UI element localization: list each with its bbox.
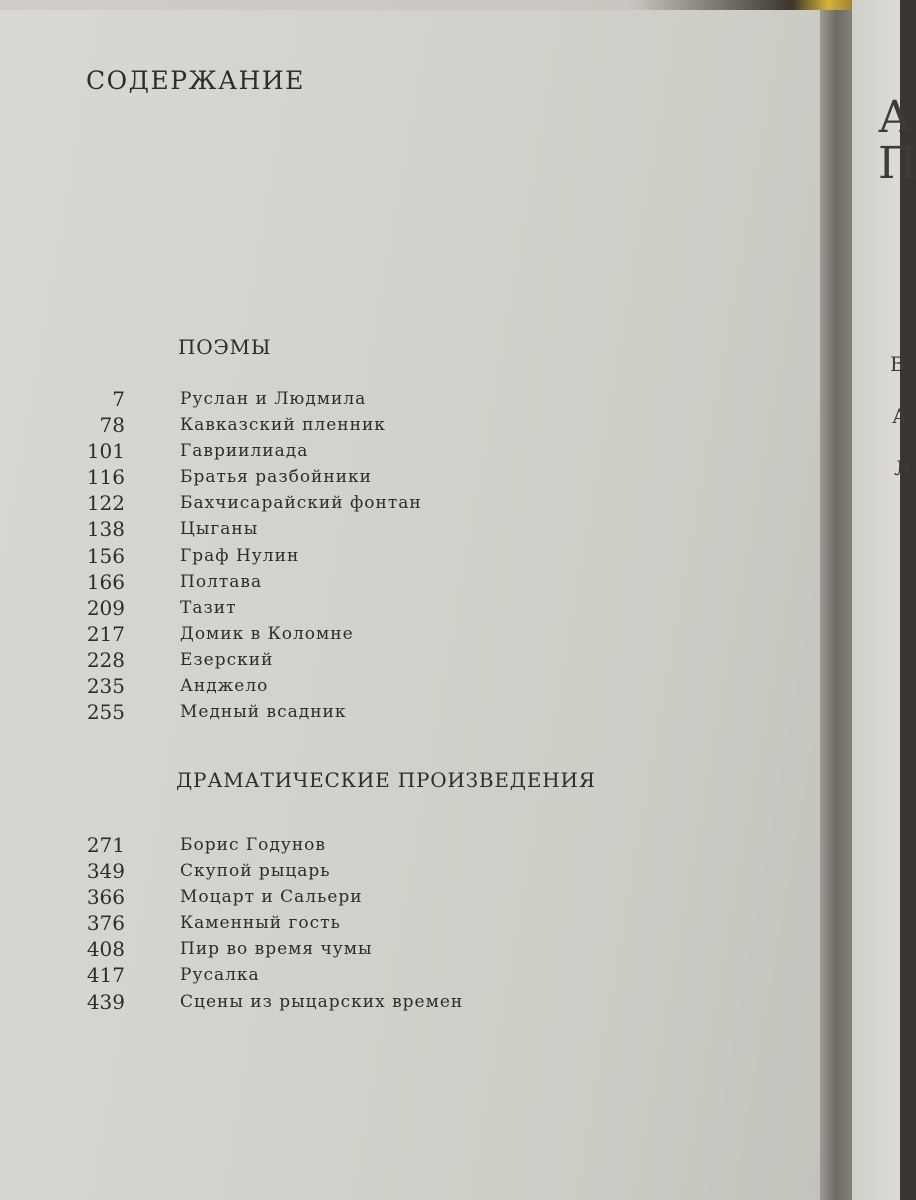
toc-page-number: 349 bbox=[86, 859, 125, 884]
toc-entry[interactable] bbox=[0, 438, 700, 464]
toc-entry-title: Домик в Коломне bbox=[180, 623, 354, 644]
toc-entry[interactable] bbox=[0, 543, 700, 569]
toc-entry[interactable] bbox=[0, 569, 700, 595]
toc-page-number: 116 bbox=[86, 465, 125, 490]
toc-entry[interactable] bbox=[0, 412, 700, 438]
toc-entry-title: Скупой рыцарь bbox=[180, 861, 331, 882]
toc-page-number: 376 bbox=[86, 911, 125, 936]
toc-page-number: 271 bbox=[86, 833, 125, 857]
section-heading-dramatic-works: ДРАМАТИЧЕСКИЕ ПРОИЗВЕДЕНИЯ bbox=[176, 768, 596, 792]
toc-entry-title: Граф Нулин bbox=[180, 545, 300, 566]
toc-entry-title: Бахчисарайский фонтан bbox=[180, 493, 422, 514]
toc-page-number: 235 bbox=[86, 674, 125, 699]
toc-entry[interactable] bbox=[0, 464, 700, 490]
toc-entry-title: Тазит bbox=[180, 597, 237, 618]
right-page bbox=[852, 0, 916, 1200]
toc-page-number: 439 bbox=[86, 989, 125, 1014]
toc-page-number: 217 bbox=[86, 621, 125, 646]
toc-page-number: 228 bbox=[86, 647, 125, 672]
toc-page-number: 417 bbox=[86, 963, 125, 988]
toc-page-number: 156 bbox=[86, 543, 125, 568]
toc-page-number: 101 bbox=[86, 439, 125, 464]
toc-entry[interactable] bbox=[0, 962, 700, 988]
facing-page-letter: П bbox=[878, 138, 916, 189]
toc-list-poems bbox=[0, 386, 700, 725]
toc-entry-title: Пир во время чумы bbox=[180, 939, 373, 960]
toc-entry[interactable] bbox=[0, 516, 700, 542]
facing-page-letter: А bbox=[878, 92, 912, 143]
toc-entry[interactable] bbox=[0, 386, 700, 412]
toc-entry-title: Сцены из рыцарских времен bbox=[180, 991, 464, 1012]
toc-entry[interactable] bbox=[0, 832, 700, 858]
toc-entry-title: Езерский bbox=[180, 649, 274, 670]
toc-entry-title: Руслан и Людмила bbox=[180, 389, 367, 409]
toc-entry[interactable] bbox=[0, 989, 700, 1015]
toc-entry-title: Полтава bbox=[180, 571, 263, 592]
toc-entry[interactable] bbox=[0, 910, 700, 936]
toc-entry[interactable] bbox=[0, 647, 700, 673]
toc-page-number: 78 bbox=[99, 413, 125, 438]
toc-entry-title: Анджело bbox=[180, 676, 269, 697]
toc-entry-title: Гавриилиада bbox=[180, 441, 309, 462]
page-title: СОДЕРЖАНИЕ bbox=[86, 66, 305, 95]
toc-entry[interactable] bbox=[0, 595, 700, 621]
facing-page-letter: В bbox=[890, 352, 905, 376]
toc-entry-title: Каменный гость bbox=[180, 913, 341, 934]
toc-page-number: 138 bbox=[86, 517, 125, 542]
toc-page-number: 366 bbox=[86, 885, 125, 910]
toc-page-number: 166 bbox=[86, 569, 125, 594]
toc-entry[interactable] bbox=[0, 936, 700, 962]
toc-entry[interactable] bbox=[0, 621, 700, 647]
toc-entry[interactable] bbox=[0, 858, 700, 884]
toc-entry[interactable] bbox=[0, 699, 700, 725]
toc-list-dramatic-works bbox=[0, 832, 700, 1015]
toc-page-number: 7 bbox=[112, 387, 125, 411]
toc-entry-title: Братья разбойники bbox=[180, 467, 373, 488]
toc-entry-title: Русалка bbox=[180, 965, 260, 986]
toc-entry-title: Цыганы bbox=[180, 519, 259, 540]
toc-page-number: 122 bbox=[86, 491, 125, 516]
facing-page-letter: А bbox=[892, 404, 908, 428]
toc-entry[interactable] bbox=[0, 490, 700, 516]
section-heading-poems: ПОЭМЫ bbox=[178, 335, 272, 359]
toc-entry-title: Борис Годунов bbox=[180, 835, 326, 855]
toc-entry-title: Медный всадник bbox=[180, 702, 347, 723]
toc-entry-title: Кавказский пленник bbox=[180, 415, 386, 436]
toc-entry[interactable] bbox=[0, 673, 700, 699]
toc-page-number: 255 bbox=[86, 700, 125, 725]
facing-page-letter: Л bbox=[894, 456, 911, 480]
toc-page-number: 209 bbox=[86, 595, 125, 620]
toc-page-number: 408 bbox=[86, 937, 125, 962]
toc-entry[interactable] bbox=[0, 884, 700, 910]
toc-entry-title: Моцарт и Сальери bbox=[180, 887, 363, 908]
